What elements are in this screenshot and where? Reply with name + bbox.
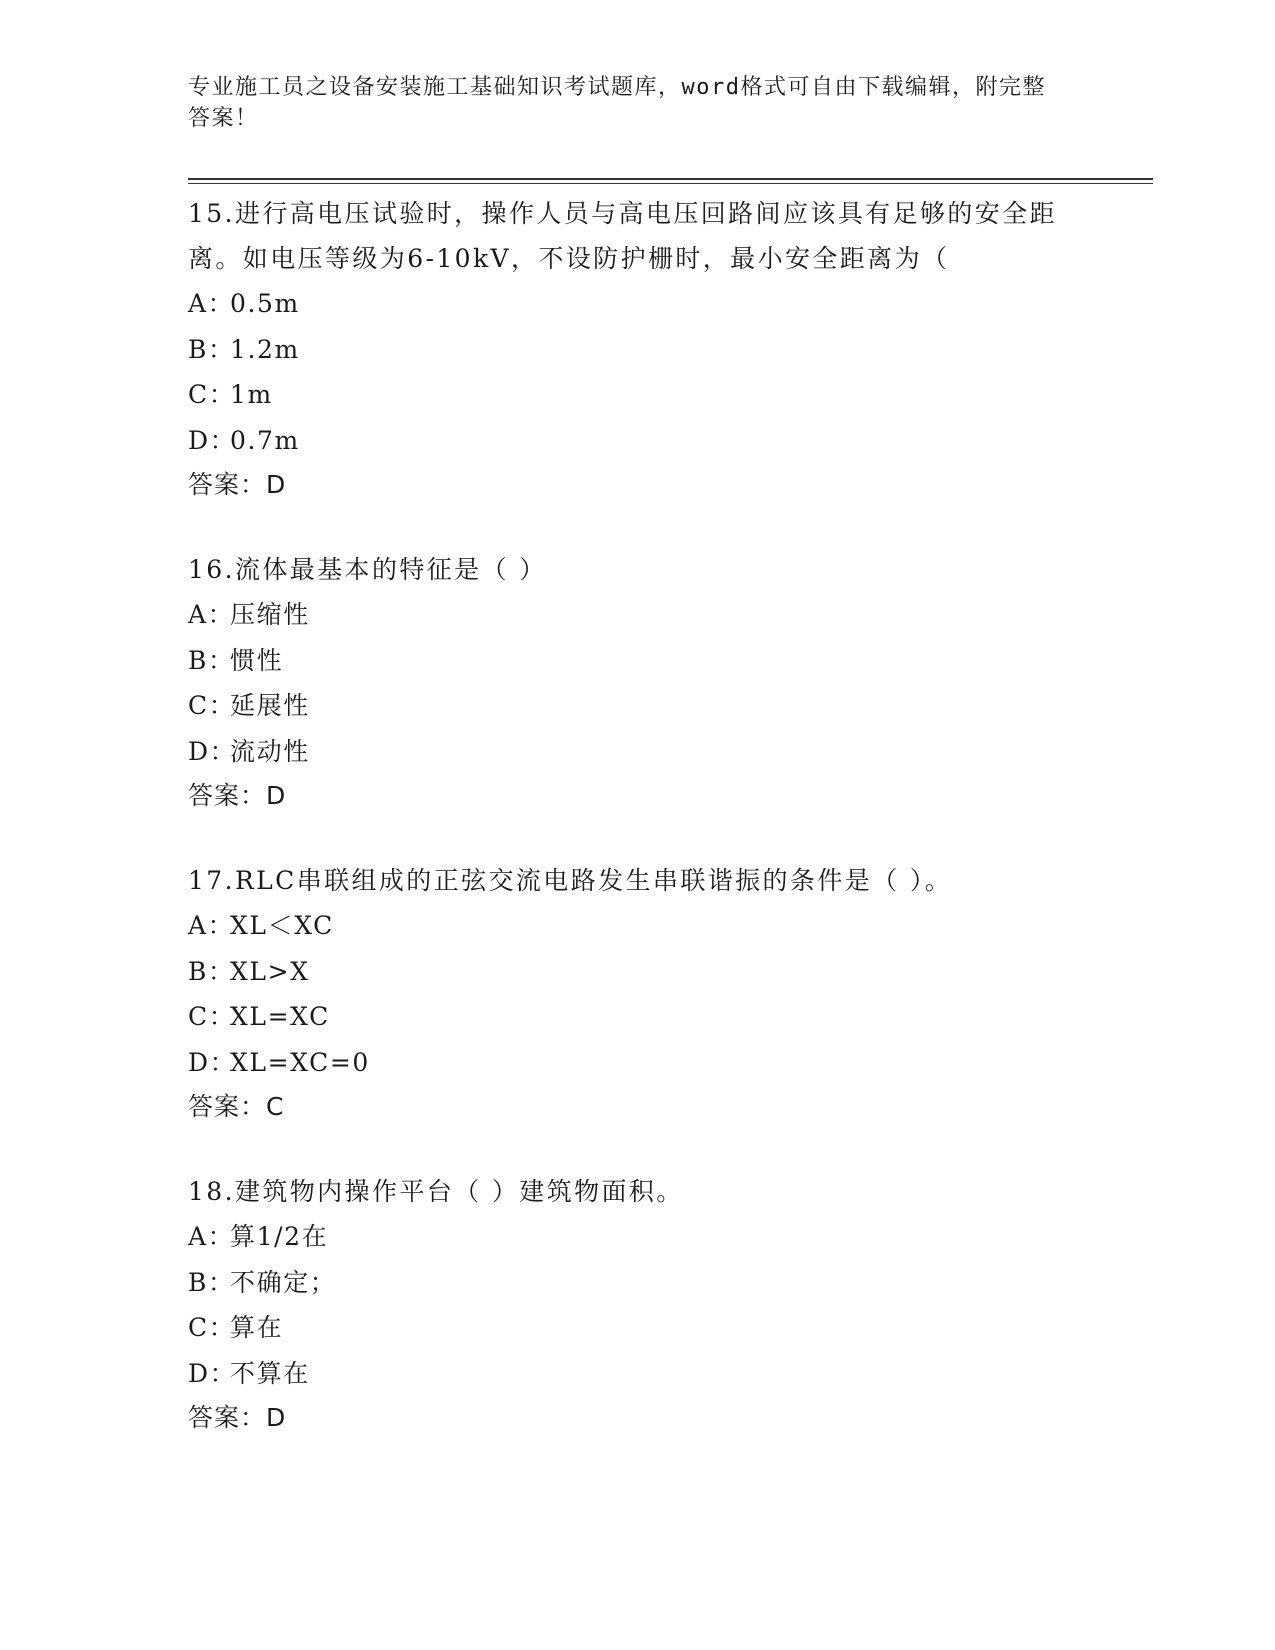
option-letter: C： (188, 380, 236, 409)
option-c (188, 372, 1088, 418)
question-list (188, 191, 1088, 1480)
option-text: XL>X (230, 956, 310, 986)
option-text: XL=XC=0 (230, 1047, 370, 1077)
option-text: 1m (230, 380, 273, 409)
option-letter: B： (188, 645, 235, 675)
answer-line: 答案：D (188, 1403, 287, 1432)
answer-line: 答案：D (188, 781, 287, 810)
option-text: 流动性 (230, 736, 310, 766)
option-text: 算在 (230, 1313, 284, 1342)
header-divider-thin (188, 183, 1153, 184)
option-letter: D： (188, 425, 237, 455)
answer-line: 答案：C (188, 1092, 285, 1121)
option-text: XL＜XC (230, 911, 334, 940)
question-17 (188, 858, 1088, 1128)
option-text: 延展性 (230, 691, 310, 720)
question-stem: 15.进行高电压试验时，操作人员与高电压回路间应该具有足够的安全距离。如电压等级为6-10kV，不设防护栅时，最小安全距离为（ (188, 199, 1057, 273)
option-letter: A： (188, 600, 235, 629)
document-header: 专业施工员之设备安装施工基础知识考试题库，word格式可自由下载编辑，附完整答案！ (188, 75, 1046, 131)
option-letter: B： (188, 956, 235, 986)
option-text: 惯性 (230, 645, 284, 675)
option-letter: C： (188, 1313, 236, 1342)
option-b (188, 949, 1088, 995)
option-a (188, 281, 1088, 327)
option-letter: C： (188, 691, 236, 720)
option-text: 不算在 (230, 1358, 310, 1388)
header-divider-thick (188, 178, 1153, 180)
option-text: 0.5m (230, 289, 300, 318)
option-text: 压缩性 (230, 600, 310, 629)
question-stem: 16.流体最基本的特征是（ ） (188, 555, 547, 584)
option-b (188, 327, 1088, 373)
answer-line: 答案：D (188, 470, 287, 499)
option-d (188, 1351, 1088, 1397)
option-c (188, 1305, 1088, 1351)
option-text: XL=XC (230, 1002, 330, 1031)
option-d (188, 729, 1088, 775)
question-16 (188, 547, 1088, 817)
option-letter: C： (188, 1002, 236, 1031)
option-b (188, 638, 1088, 684)
option-letter: D： (188, 1358, 237, 1388)
option-a (188, 592, 1088, 638)
question-stem: 18.建筑物内操作平台（ ）建筑物面积。 (188, 1177, 684, 1206)
option-b (188, 1260, 1088, 1306)
question-stem: 17.RLC串联组成的正弦交流电路发生串联谐振的条件是（ ）。 (188, 866, 953, 895)
option-text: 算1/2在 (230, 1222, 329, 1251)
option-letter: D： (188, 1047, 237, 1077)
option-a (188, 903, 1088, 949)
option-letter: B： (188, 1267, 235, 1297)
option-c (188, 994, 1088, 1040)
option-text: 不确定； (230, 1267, 337, 1297)
option-d (188, 1040, 1088, 1086)
option-d (188, 418, 1088, 464)
option-text: 0.7m (230, 425, 300, 455)
option-c (188, 683, 1088, 729)
option-letter: A： (188, 289, 235, 318)
option-a (188, 1214, 1088, 1260)
question-15 (188, 191, 1088, 506)
option-letter: A： (188, 1222, 235, 1251)
option-letter: A： (188, 911, 235, 940)
question-18 (188, 1169, 1088, 1439)
option-letter: D： (188, 736, 237, 766)
option-letter: B： (188, 334, 235, 364)
option-text: 1.2m (230, 334, 300, 364)
